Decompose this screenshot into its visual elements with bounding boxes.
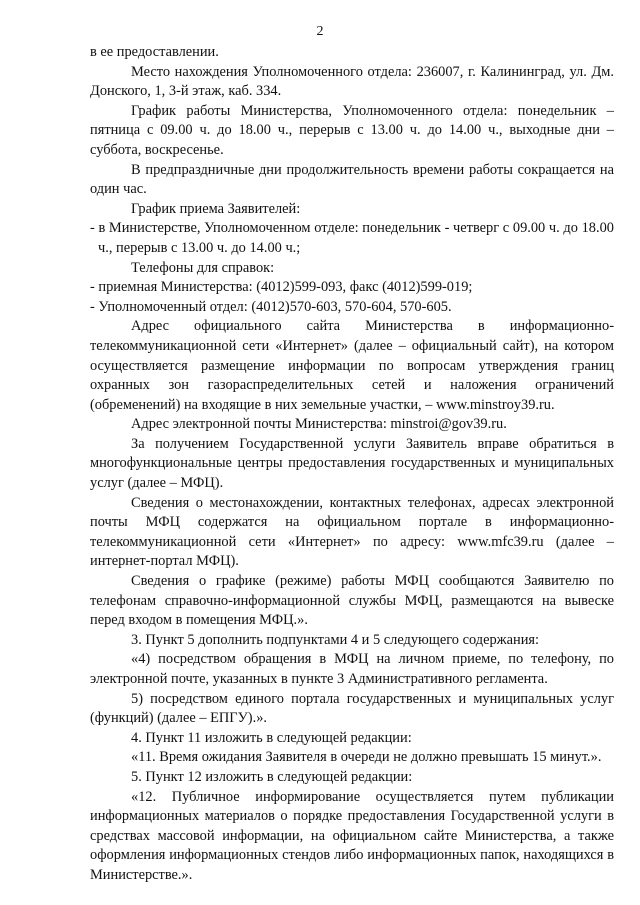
paragraph: «12. Публичное информирование осуществляется путем публикации информационных материалов о порядке предоставления Государственной услуги в средствах массовой информации, на официальном сайте Министерства, а также оформления информационных стендов либо информационных папок, находящихся в Министерстве.». (90, 788, 614, 883)
page-number: 2 (316, 24, 324, 39)
paragraph: Сведения о графике (режиме) работы МФЦ сообщаются Заявителю по телефонам справочно-информационной службы МФЦ, размещаются на вывеске перед входом в помещения МФЦ.». (90, 573, 614, 629)
paragraph: В предпраздничные дни продолжительность времени работы сокращается на один час. (90, 161, 614, 198)
paragraph: График приема Заявителей: (131, 200, 301, 217)
list-item: - в Министерстве, Уполномоченном отделе: понедельник - четверг с 09.00 ч. до 18.00 ч., перерыв с 13.00 ч. до 14.00 ч.; (90, 220, 614, 256)
paragraph: в ее предоставлении. (90, 44, 219, 60)
list-item: - Уполномоченный отдел: (4012)570-603, 570-604, 570-605. (90, 298, 452, 315)
paragraph: 4. Пункт 11 изложить в следующей редакции: (131, 729, 412, 746)
paragraph: Место нахождения Уполномоченного отдела: 236007, г. Калининград, ул. Дм. Донского, 1, 3-й этаж, каб. 334. (90, 63, 614, 100)
document-body (90, 43, 614, 886)
paragraph: Адрес официального сайта Министерства в информационно-телекоммуникационной сети «Интернет» (далее – официальный сайт), на котором осуществляется размещение информации по вопросам утверждения границ охранных зон газораспределительных сетей и наложения ограничений (обременений) на входящие в них земельные участки, – www.minstroy39.ru. (90, 318, 614, 413)
paragraph: За получением Государственной услуги Заявитель вправе обратиться в многофункциональные центры предоставления государственных и муниципальных услуг (далее – МФЦ). (90, 435, 614, 492)
list-item: - приемная Министерства: (4012)599-093, факс (4012)599-019; (90, 279, 473, 296)
paragraph: 3. Пункт 5 дополнить подпунктами 4 и 5 следующего содержания: (131, 631, 540, 648)
paragraph: 5) посредством единого портала государственных и муниципальных услуг (функций) (далее – ЕПГУ).». (90, 690, 614, 727)
paragraph: 5. Пункт 12 изложить в следующей редакции: (131, 768, 413, 785)
paragraph: Телефоны для справок: (131, 259, 275, 276)
paragraph: «4) посредством обращения в МФЦ на личном приеме, по телефону, по электронной почте, указанных в пункте 3 Административного регламента. (90, 651, 614, 687)
paragraph: График работы Министерства, Уполномоченного отдела: понедельник – пятница с 09.00 ч. до 18.00 ч., перерыв с 13.00 ч. до 14.00 ч., выходные дни – суббота, воскресенье. (90, 102, 614, 158)
paragraph: Сведения о местонахождении, контактных телефонах, адресах электронной почты МФЦ содержатся на официальном портале в информационно-телекоммуникационной сети «Интернет» по адресу: www.mfc39.ru (далее – интернет-портал МФЦ). (90, 494, 614, 570)
paragraph: Адрес электронной почты Министерства: minstroi@gov39.ru. (131, 416, 507, 433)
paragraph: «11. Время ожидания Заявителя в очереди не должно превышать 15 минут.». (131, 749, 602, 766)
